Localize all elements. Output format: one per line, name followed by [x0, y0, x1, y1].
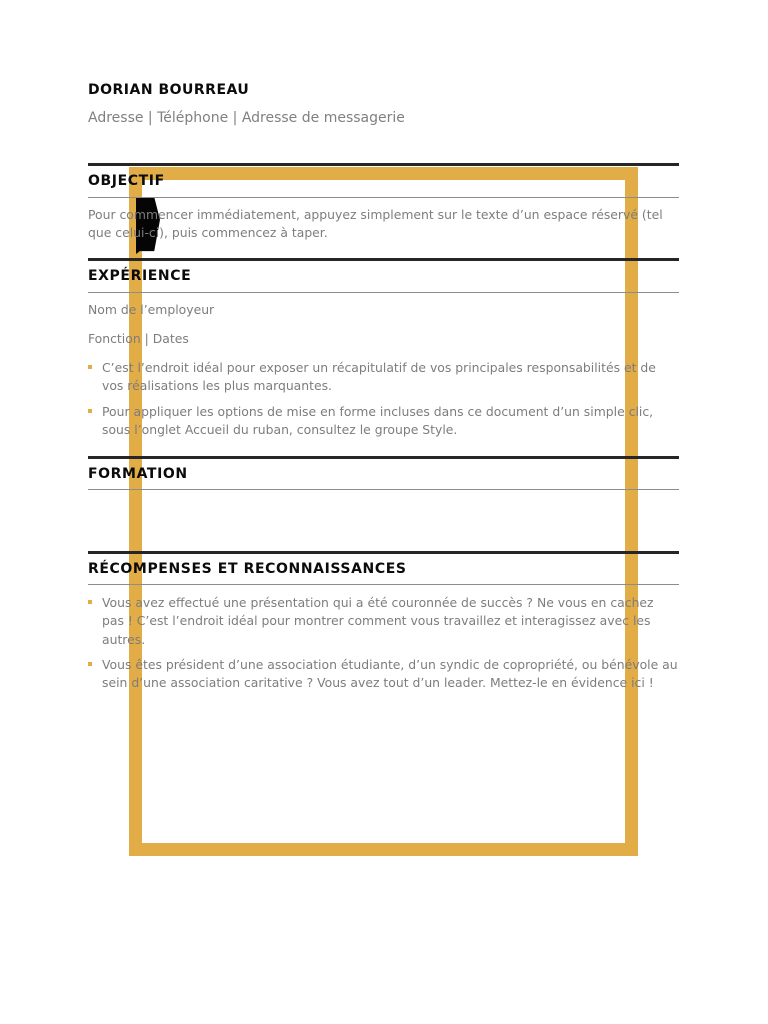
heading-underline-objectif: [88, 197, 679, 198]
section-heading-objectif[interactable]: OBJECTIF: [88, 173, 165, 189]
experience-employer[interactable]: Nom de l’employeur: [88, 302, 215, 317]
section-heading-formation[interactable]: FORMATION: [88, 466, 188, 482]
experience-role-dates[interactable]: Fonction | Dates: [88, 331, 189, 346]
heading-underline-experience: [88, 292, 679, 293]
section-divider-objectif: [88, 163, 679, 166]
list-item[interactable]: [88, 403, 679, 440]
list-item-text: Pour appliquer les options de mise en forme incluses dans ce document d’un simple clic, sous l’onglet Accueil du ruban, consultez le groupe Style.: [102, 404, 654, 438]
objectif-text[interactable]: Pour commencer immédiatement, appuyez simplement sur le texte d’un espace réservé (tel que celui-ci), puis commencez à taper.: [88, 207, 663, 241]
list-item-text: Vous êtes président d’une association étudiante, d’un syndic de copropriété, ou bénévole au sein d’une association caritative ? Vous avez tout d’un leader. Mettez-le en évidence ici !: [102, 657, 678, 691]
section-divider-experience: [88, 258, 679, 261]
bullet-square-icon: [88, 409, 92, 413]
section-heading-recompenses[interactable]: RÉCOMPENSES ET RECONNAISSANCES: [88, 561, 407, 577]
orange-frame-overlay: [129, 167, 638, 856]
list-item[interactable]: [88, 594, 679, 649]
heading-underline-formation: [88, 489, 679, 490]
list-item[interactable]: [88, 656, 679, 693]
list-item-text: Vous avez effectué une présentation qui a été couronnée de succès ? Ne vous en cachez pas ! C’est l’endroit idéal pour montrer comment vous travaillez et interagissez avec les autres.: [102, 595, 654, 647]
list-item-text: C’est l’endroit idéal pour exposer un récapitulatif de vos principales responsabilités et de vos réalisations les plus marquantes.: [102, 360, 656, 394]
bullet-square-icon: [88, 365, 92, 369]
heading-underline-recompenses: [88, 584, 679, 585]
bullet-square-icon: [88, 662, 92, 666]
section-heading-experience[interactable]: EXPÉRIENCE: [88, 268, 192, 284]
section-divider-recompenses: [88, 551, 679, 554]
resume-name[interactable]: DORIAN BOURREAU: [88, 82, 250, 98]
section-divider-formation: [88, 456, 679, 459]
bullet-square-icon: [88, 600, 92, 604]
resume-contact-line[interactable]: Adresse | Téléphone | Adresse de messagerie: [88, 110, 405, 126]
list-item[interactable]: [88, 359, 679, 396]
